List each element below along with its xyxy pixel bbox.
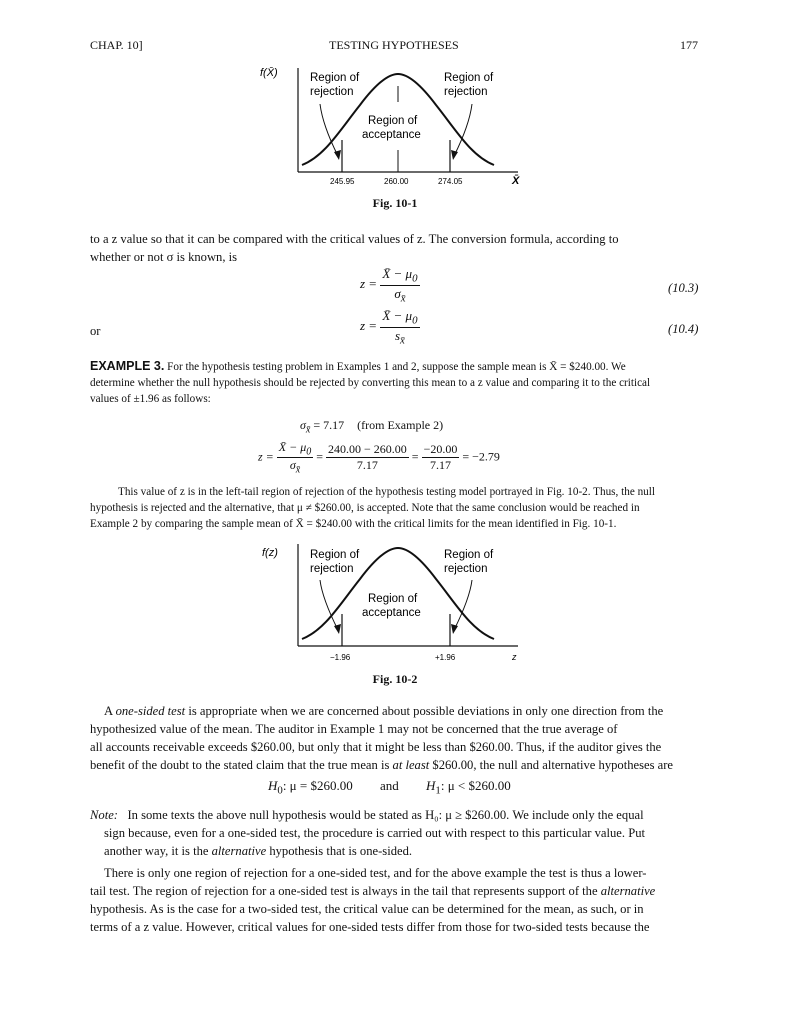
z-frac-1 [277, 440, 313, 476]
final-line-3: hypothesis. As is the case for a two-sided test, the critical value can be determined for the mean, as such, or in [90, 902, 644, 916]
eq103-numerator: X̄ − μ [382, 266, 413, 281]
z-frac1-den-sub: x̄ [295, 464, 301, 476]
one-sided-post: is appropriate when we are concerned about possible deviations in only one direction from the [185, 704, 664, 718]
figure-10-1 [250, 60, 540, 190]
fig1-right-region-line2: rejection [444, 86, 488, 98]
one-sided-term: one-sided test [115, 704, 186, 718]
final-line2-em: alternative [600, 884, 656, 898]
h1-label: H [426, 778, 436, 793]
conclusion-line-3: Example 2 by comparing the sample mean of X̄ = $240.00 with the critical limits for the mean identified in Fig. 10-1. [90, 518, 617, 530]
one-sided-pre: A [104, 704, 116, 718]
z-frac1-den: σ [289, 458, 296, 473]
example3-line-2: determine whether the null hypothesis should be rejected by converting this mean to a z value and comparing it to the critical [90, 377, 651, 389]
final-line-1: There is only one region of rejection for a one-sided test, and for the above example the test is thus a lower- [104, 866, 647, 880]
h0-text: : μ = $260.00 [282, 778, 353, 793]
example3-paragraph [90, 358, 702, 407]
fig2-right-region-line1: Region of [444, 549, 494, 561]
note-label: Note: [90, 808, 118, 822]
z-frac1-num-sub: 0 [306, 446, 312, 458]
fig2-caption: Fig. 10-2 [372, 672, 418, 686]
fig1-left-arrowhead [334, 150, 341, 160]
figure-10-2 [250, 540, 540, 670]
fig1-left-region-line1: Region of [310, 72, 360, 84]
z-frac2-den: 7.17 [356, 458, 378, 473]
final-line-4: terms of a z value. However, critical values for one-sided tests differ from those for two-sided tests because the [90, 920, 650, 934]
fig2-right-arrowhead [451, 624, 458, 634]
equation-10-4 [360, 308, 420, 346]
eq104-numerator: X̄ − μ [382, 308, 413, 323]
example3-conclusion [90, 484, 702, 532]
one-sided-line4-post: $260.00, the null and alternative hypotheses are [429, 758, 674, 772]
eq104-lhs: z = [360, 318, 378, 334]
eq104-numerator-sub: 0 [412, 314, 418, 327]
fig1-right-arrowhead [451, 150, 458, 160]
one-sided-line4-em: at least [392, 758, 430, 772]
running-title: TESTING HYPOTHESES [329, 38, 459, 52]
fig2-left-region-line1: Region of [310, 549, 360, 561]
intro-line-1: to a z value so that it can be compared with the critical values of z. The conversion formula, according to [90, 232, 619, 246]
final-paragraph [90, 864, 702, 936]
eq103-numerator-sub: 0 [412, 272, 418, 285]
fig1-left-arrow [320, 104, 338, 156]
sigma-sub: x̄ [305, 424, 311, 436]
eq103-number: (10.3) [668, 281, 699, 295]
h1-sub: 1 [435, 784, 441, 797]
fig2-left-region-line2: rejection [310, 563, 354, 575]
one-sided-line-3: all accounts receivable exceeds $260.00, but only that it might be less than $260.00. Thus, if the auditor gives the [90, 740, 662, 754]
h0-sub: 0 [277, 784, 283, 797]
fig2-left-arrowhead [334, 624, 341, 634]
eq103-denominator: σ [394, 285, 401, 301]
fig2-y-label: f(z) [262, 547, 278, 559]
eq103-fraction [380, 266, 419, 304]
note-paragraph [90, 806, 702, 860]
h0-label: H [268, 778, 278, 793]
sigma-note: (from Example 2) [357, 418, 444, 432]
eq104-denominator: s [394, 327, 401, 343]
note-line3-em: alternative [211, 844, 267, 858]
z-frac3-den: 7.17 [429, 458, 451, 473]
fig2-tick-right: +1.96 [435, 653, 456, 662]
fig1-tick-center: 260.00 [384, 177, 409, 186]
fig1-y-label: f(X̄) [260, 67, 278, 79]
fig1-center-region-line1: Region of [368, 115, 418, 127]
z-frac3-num: −20.00 [423, 442, 458, 457]
page-number: 177 [680, 38, 698, 52]
eq104-fraction [380, 308, 419, 346]
z-frac-3 [422, 442, 460, 473]
z-computation [258, 440, 500, 476]
example3-line-3: values of ±1.96 as follows: [90, 393, 211, 405]
sigma-symbol: σ [300, 418, 306, 432]
fig1-x-label: X̄ [512, 175, 520, 187]
intro-paragraph [90, 230, 702, 266]
z-lhs: z = [258, 449, 274, 464]
note-line3-post: hypothesis that is one-sided. [266, 844, 413, 858]
fig2-right-region-line2: rejection [444, 563, 488, 575]
conclusion-line-1: This value of z is in the left-tail region of rejection of the hypothesis testing model portrayed in Fig. 10-2. Thus, the null [118, 486, 655, 498]
sigma-equation [300, 418, 443, 435]
fig1-center-region-line2: acceptance [362, 129, 421, 141]
z-frac2-num: 240.00 − 260.00 [328, 442, 407, 457]
h1-text: : μ < $260.00 [440, 778, 511, 793]
sigma-value: = 7.17 [310, 418, 345, 432]
note-line3-pre: another way, it is the [104, 844, 212, 858]
fig2-center-region-line1: Region of [368, 593, 418, 605]
eq104-number: (10.4) [668, 322, 699, 336]
example3-line-1: For the hypothesis testing problem in Examples 1 and 2, suppose the sample mean is X̄ = $240.00. We [167, 361, 626, 373]
fig1-caption: Fig. 10-1 [372, 196, 418, 210]
fig1-tick-right: 274.05 [438, 177, 463, 186]
note-line-2: sign because, even for a one-sided test, the procedure is carried out with respect to this particular value. Put [104, 826, 645, 840]
z-result: = −2.79 [462, 449, 500, 464]
hypotheses-and: and [379, 778, 399, 793]
z-frac1-num: X̄ − μ [278, 440, 307, 454]
note-line-1: In some texts the above null hypothesis would be stated as H₀: μ ≥ $260.00. We include only the equal [127, 808, 644, 822]
intro-line-2: whether or not σ is known, is [90, 250, 238, 264]
chapter-label: CHAP. 10] [90, 38, 143, 52]
eq103-denominator-sub: x̄ [400, 292, 406, 305]
fig1-right-region-line1: Region of [444, 72, 494, 84]
final-line2-pre: tail test. The region of rejection for a one-sided test is always in the tail that represents support of the [90, 884, 601, 898]
fig1-tick-left: 245.95 [330, 177, 355, 186]
hypotheses-line [268, 778, 511, 797]
one-sided-line-2: hypothesized value of the mean. The auditor in Example 1 may not be concerned that the true average of [90, 722, 618, 736]
eq104-prefix: or [90, 324, 101, 338]
one-sided-paragraph [90, 702, 702, 774]
equation-10-3 [360, 266, 420, 304]
fig2-x-label: z [512, 652, 517, 662]
z-frac-2 [326, 442, 409, 473]
example3-label: EXAMPLE 3. [90, 359, 165, 373]
fig2-tick-left: −1.96 [330, 653, 351, 662]
fig2-center-region-line2: acceptance [362, 607, 421, 619]
eq104-denominator-sub: x̄ [400, 334, 405, 347]
conclusion-line-2: hypothesis is rejected and the alternative, that μ ≠ $260.00, is accepted. Note that the same conclusion would be reached in [90, 502, 640, 514]
fig1-left-region-line2: rejection [310, 86, 354, 98]
z-eq-1: = [316, 449, 324, 464]
eq103-lhs: z = [360, 276, 378, 292]
one-sided-line4-pre: benefit of the doubt to the stated claim that the true mean is [90, 758, 393, 772]
z-eq-2: = [411, 449, 419, 464]
fig2-left-arrow [320, 580, 338, 630]
